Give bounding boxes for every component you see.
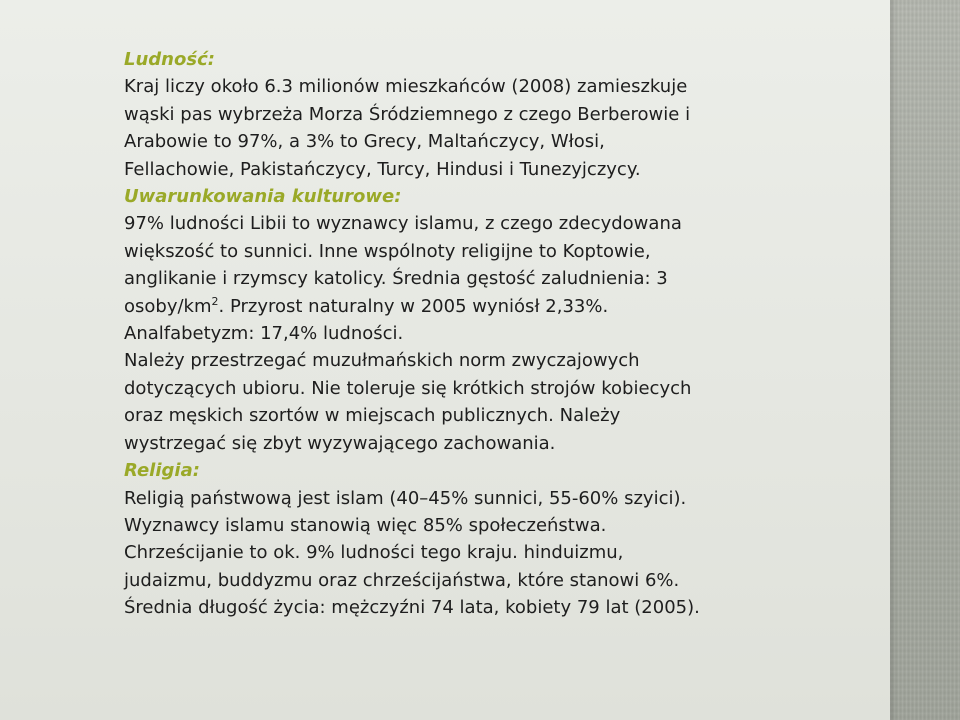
heading-religia: Religia: — [124, 460, 200, 482]
text-line: większość to sunnici. Inne wspólnoty religijne to Koptowie, — [124, 240, 651, 262]
text-line: Analfabetyzm: 17,4% ludności. — [124, 323, 404, 345]
slide-text-body — [124, 46, 874, 622]
text-line: Religią państwową jest islam (40–45% sunnici, 55-60% szyici). — [124, 487, 687, 509]
text-line: Chrześcijanie to ok. 9% ludności tego kraju. hinduizmu, — [124, 542, 624, 564]
text-line: anglikanie i rzymscy katolicy. Średnia gęstość zaludnienia: 3 — [124, 268, 668, 290]
text-line: oraz męskich szortów w miejscach publicznych. Należy — [124, 405, 621, 427]
text-line: Kraj liczy około 6.3 milionów mieszkańców (2008) zamieszkuje — [124, 76, 688, 98]
text-line: 97% ludności Libii to wyznawcy islamu, z czego zdecydowana — [124, 213, 682, 235]
text-line: Średnia długość życia: mężczyźni 74 lata, kobiety 79 lat (2005). — [124, 597, 700, 619]
text-line: wystrzegać się zbyt wyzywającego zachowania. — [124, 432, 556, 454]
density-superscript: 2 — [211, 294, 219, 308]
text-line: Fellachowie, Pakistańczycy, Turcy, Hindusi i Tunezyjczycy. — [124, 158, 641, 180]
text-line: judaizmu, buddyzmu oraz chrześcijaństwa, które stanowi 6%. — [124, 569, 680, 591]
density-unit: osoby/km — [124, 295, 212, 317]
heading-ludnosc: Ludność: — [124, 49, 215, 70]
density-line — [124, 293, 874, 320]
text-line: Wyznawcy islamu stanowią więc 85% społeczeństwa. — [124, 514, 607, 536]
heading-uwarunkowania-kulturowe: Uwarunkowania kulturowe: — [124, 186, 402, 208]
text-line: dotyczących ubioru. Nie toleruje się krótkich strojów kobiecych — [124, 377, 692, 399]
text-line: Należy przestrzegać muzułmańskich norm zwyczajowych — [124, 350, 640, 372]
text-line: wąski pas wybrzeża Morza Śródziemnego z czego Berberowie i — [124, 103, 691, 125]
text-line: Arabowie to 97%, a 3% to Grecy, Maltańczycy, Włosi, — [124, 131, 605, 153]
growth-rate-text: . Przyrost naturalny w 2005 wyniósł 2,33%. — [218, 295, 609, 317]
side-decorative-strip — [890, 0, 960, 720]
